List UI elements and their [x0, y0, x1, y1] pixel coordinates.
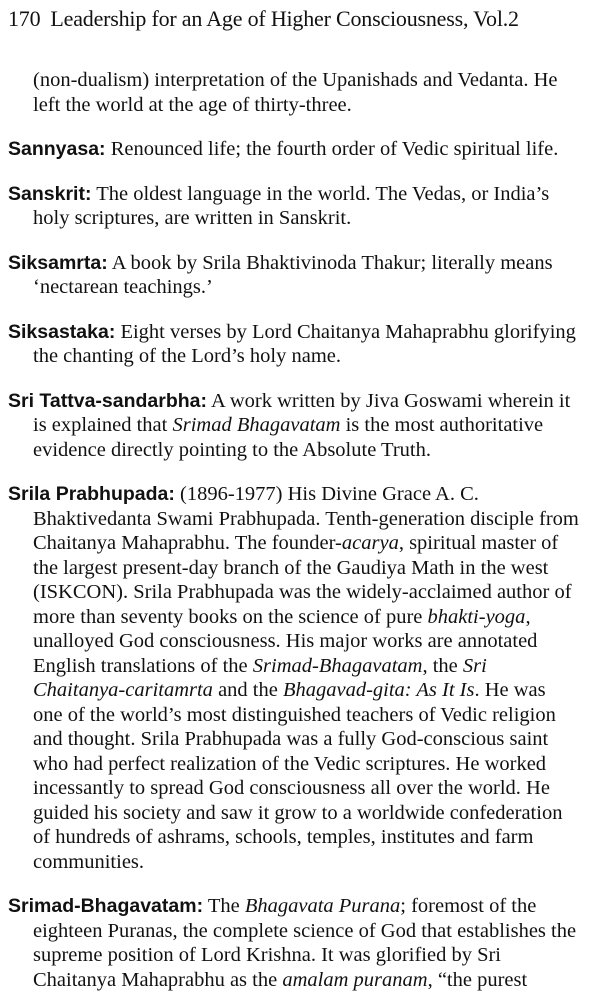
entry-continuation-line — [33, 752, 546, 776]
italic-text: acarya — [341, 532, 399, 554]
entry-continuation-line — [33, 727, 548, 751]
italic-text: Bhagavad-gita: As It Is — [282, 679, 475, 701]
entry-first-line — [8, 137, 558, 161]
entry-continuation-line — [33, 943, 501, 967]
entry-first-line — [8, 389, 570, 413]
entry-continuation-line — [33, 605, 531, 629]
line-text: unalloyed God consciousness. His major works are annotated — [33, 630, 538, 652]
italic-text: bhakti-yoga — [427, 605, 526, 628]
entry-continuation-line — [33, 413, 543, 437]
continued-text-line — [33, 68, 558, 92]
line-text: of hundreds of ashrams, schools, temples, institutes and farm — [33, 826, 534, 848]
italic-text: Bhagavata Purana — [244, 895, 401, 917]
line-text: English translations of the — [33, 654, 253, 677]
entry-continuation-line — [33, 438, 431, 462]
entry-continuation-line — [33, 629, 537, 653]
line-text: one of the world’s most distinguished teachers of Vedic religion — [33, 703, 556, 726]
line-text: Bhaktivedanta Swami Prabhupada. Tenth-generation disciple from — [33, 507, 579, 530]
line-text: Eight verses by Lord Chaitanya Mahaprabhu glorifying — [115, 320, 576, 343]
line-text: Chaitanya Mahaprabhu as the — [33, 968, 283, 991]
line-text: and thought. Srila Prabhupada was a fully God-conscious saint — [33, 728, 549, 750]
line-text: is explained that — [33, 414, 173, 436]
line-text: Renounced life; the fourth order of Vedic spiritual life. — [105, 138, 559, 160]
entry-first-line — [8, 182, 549, 206]
page-header — [8, 6, 519, 32]
line-text: , — [525, 605, 531, 628]
entry-continuation-line — [33, 556, 548, 580]
glossary-term: Sannyasa: — [8, 138, 106, 160]
line-text: Chaitanya Mahaprabhu. The founder- — [33, 532, 342, 554]
line-text: , spiritual master of — [398, 532, 559, 554]
glossary-term: Sanskrit: — [8, 182, 92, 205]
line-text: , “the purest — [427, 968, 528, 991]
line-text: the chanting of the Lord’s holy name. — [33, 345, 341, 367]
line-text: , the — [422, 654, 463, 677]
glossary-term: Sri Tattva-sandarbha: — [8, 389, 208, 412]
entry-first-line — [8, 251, 553, 275]
entry-first-line — [8, 320, 576, 344]
line-text: (1896-1977) His Divine Grace A. C. — [174, 483, 479, 505]
line-text: eighteen Puranas, the complete science of God that establishes the — [33, 919, 577, 942]
italic-text: Srimad Bhagavatam — [172, 414, 341, 436]
line-text: evidence directly pointing to the Absolute Truth. — [33, 438, 431, 461]
line-text: communities. — [33, 850, 145, 873]
line-text: left the world at the age of thirty-three. — [33, 93, 352, 116]
entry-continuation-line — [33, 850, 144, 874]
line-text: ‘nectarean teachings.’ — [33, 276, 213, 298]
entry-continuation-line — [33, 275, 213, 299]
entry-continuation-line — [33, 678, 546, 702]
entry-first-line — [8, 894, 536, 918]
line-text: The — [203, 895, 245, 917]
entry-first-line — [8, 482, 479, 506]
glossary-term: Srimad-Bhagavatam: — [8, 895, 204, 917]
line-text: the largest present-day branch of the Gaudiya Math in the west — [33, 556, 549, 579]
line-text: A book by Srila Bhaktivinoda Thakur; literally means — [107, 251, 553, 274]
page-number: 170 — [8, 6, 41, 31]
entry-continuation-line — [33, 344, 341, 368]
line-text: and the — [212, 679, 283, 701]
line-text: more than seventy books on the science of pure — [33, 605, 428, 628]
line-text: ; foremost of the — [400, 895, 537, 917]
entry-continuation-line — [33, 654, 487, 678]
glossary-term: Siksastaka: — [8, 320, 116, 343]
entry-continuation-line — [33, 531, 558, 555]
entry-continuation-line — [33, 507, 579, 531]
continued-text-line — [33, 93, 352, 117]
italic-text: Chaitanya-caritamrta — [33, 679, 213, 701]
italic-text: amalam puranam — [282, 968, 428, 991]
entry-continuation-line — [33, 206, 351, 230]
entry-continuation-line — [33, 919, 576, 943]
entry-continuation-line — [33, 801, 562, 825]
glossary-term: Siksamrta: — [8, 251, 108, 274]
line-text: A work written by Jiva Goswami wherein it — [207, 389, 571, 412]
entry-continuation-line — [33, 776, 550, 800]
entry-continuation-line — [33, 968, 527, 992]
line-text: (ISKCON). Srila Prabhupada was the widely-acclaimed author of — [33, 581, 572, 603]
italic-text: Sri — [462, 654, 487, 677]
book-title: Leadership for an Age of Higher Consciousness, Vol.2 — [50, 6, 519, 31]
line-text: . He was — [474, 679, 546, 701]
line-text: (non-dualism) interpretation of the Upanishads and Vedanta. He — [33, 69, 558, 91]
italic-text: Srimad-Bhagavatam — [252, 654, 423, 677]
glossary-term: Srila Prabhupada: — [8, 483, 175, 505]
line-text: supreme position of Lord Krishna. It was glorified by Sri — [33, 944, 502, 966]
entry-continuation-line — [33, 703, 556, 727]
line-text: The oldest language in the world. The Vedas, or India’s — [91, 182, 550, 205]
line-text: incessantly to spread God consciousness all over the world. He — [33, 777, 550, 799]
entry-continuation-line — [33, 825, 533, 849]
line-text: holy scriptures, are written in Sanskrit. — [33, 207, 352, 229]
line-text: guided his society and saw it grow to a worldwide confederation — [33, 801, 563, 824]
entry-continuation-line — [33, 580, 572, 604]
line-text: is the most authoritative — [340, 414, 544, 436]
line-text: who had perfect realization of the Vedic scriptures. He worked — [33, 752, 547, 775]
